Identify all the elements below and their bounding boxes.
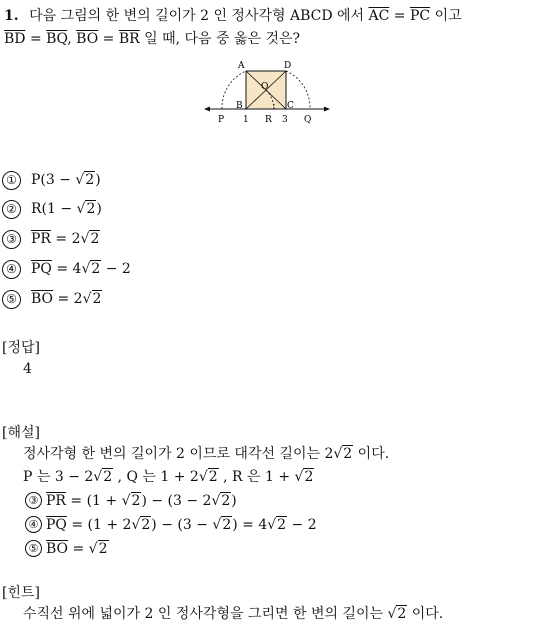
choice-3[interactable]: ③ $\overline{PR} = 2√2$ <box>2 230 100 249</box>
label-q: Q <box>304 115 312 125</box>
question-line-2: $\overline{BD} = \overline{BQ}$, $\overline{BO} = \overline{BR}$ 일 때, 다음 중 옳은 것은? <box>4 31 301 47</box>
label-d: D <box>284 61 292 71</box>
choice-5-mark: ⑤ <box>2 290 21 309</box>
label-a: A <box>238 61 245 71</box>
explanation-mark-3: ③ <box>25 492 42 509</box>
right-arrow-head <box>324 107 330 112</box>
question-number: 1. <box>4 8 19 24</box>
explanation-heading: [해설] <box>2 425 40 441</box>
left-arrow-head <box>204 107 210 112</box>
label-c: C <box>287 101 294 111</box>
label-3: 3 <box>282 115 288 125</box>
label-b: B <box>236 101 243 111</box>
explanation-line-3: ③ $\overline{PR} = (1 + √2) - (3 - 2√2)$ <box>25 492 237 510</box>
choice-1[interactable]: ① P(3 − √2) <box>2 171 101 190</box>
choice-3-mark: ③ <box>2 230 21 249</box>
hint-text: 수직선 위에 넓이가 2 인 정사각형을 그리면 한 변의 길이는 √2 이다. <box>23 606 444 622</box>
question-line-1: 1. 다음 그림의 한 변의 길이가 2 인 정사각형 ABCD 에서 $\overline{AC} = \overline{PC}$ 이고 <box>4 8 462 24</box>
square-number-line-figure <box>200 56 335 126</box>
choice-2-mark: ② <box>2 200 21 219</box>
label-1: 1 <box>243 115 249 125</box>
choice-2[interactable]: ② R(1 − √2) <box>2 200 102 219</box>
label-p: P <box>218 115 225 125</box>
explanation-line-4: ④ $\overline{PQ} = (1 + 2√2) - (3 - √2) = 4√2 - 2$ <box>25 516 317 534</box>
answer-heading: [정답] <box>2 340 40 356</box>
explanation-line-2: P 는 3 − 2√2 , Q 는 1 + 2√2 , R 은 1 + √2 <box>23 469 314 485</box>
explanation-mark-4: ④ <box>25 516 42 533</box>
hint-heading: [힌트] <box>2 585 40 601</box>
explanation-line-1: 정사각형 한 변의 길이가 2 이므로 대각선 길이는 2√2 이다. <box>23 446 390 462</box>
label-o: O <box>261 82 269 92</box>
explanation-mark-5: ⑤ <box>25 540 42 557</box>
explanation-line-5: ⑤ $\overline{BO} = √2$ <box>25 540 109 558</box>
choice-5[interactable]: ⑤ $\overline{BO} = 2√2$ <box>2 290 102 309</box>
choice-1-mark: ① <box>2 171 21 190</box>
label-r: R <box>265 115 272 125</box>
choice-4-mark: ④ <box>2 260 21 279</box>
choice-4[interactable]: ④ $\overline{PQ} = 4√2 - 2$ <box>2 260 131 279</box>
answer-value: 4 <box>23 361 32 377</box>
